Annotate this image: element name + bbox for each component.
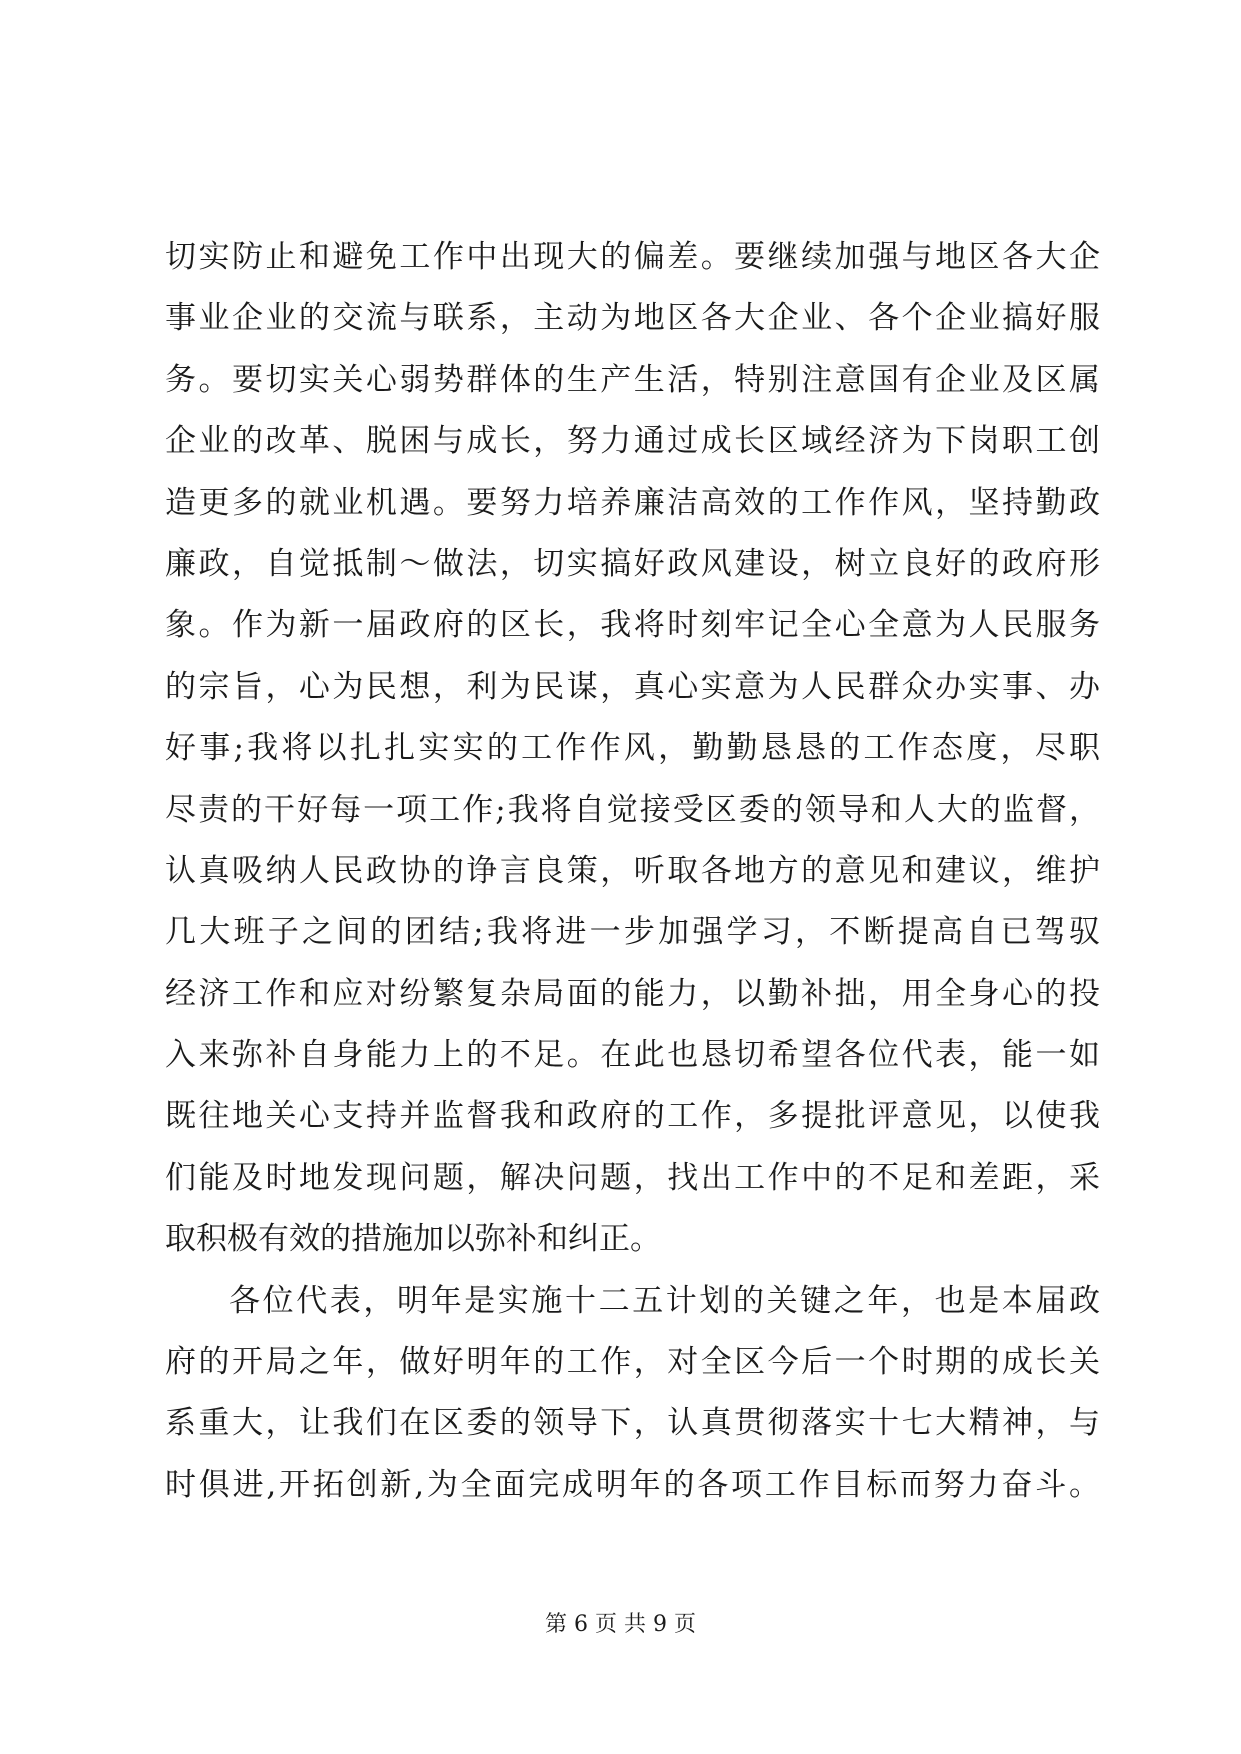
text-line: 几大班子之间的团结;我将进一步加强学习，不断提高自已驾驭 <box>165 914 1100 951</box>
text-line: 事业企业的交流与联系，主动为地区各大企业、各个企业搞好服 <box>165 300 1100 337</box>
text-line: 务。要切实关心弱势群体的生产生活，特别注意国有企业及区属 <box>165 361 1100 398</box>
text-line: 认真吸纳人民政协的诤言良策，听取各地方的意见和建议，维护 <box>165 852 1100 889</box>
text-line: 取积极有效的措施加以弥补和纠正。 <box>165 1221 661 1258</box>
text-line: 象。作为新一届政府的区长，我将时刻牢记全心全意为人民服务 <box>165 607 1100 644</box>
text-line: 切实防止和避免工作中出现大的偏差。要继续加强与地区各大企 <box>165 239 1100 275</box>
text-line: 们能及时地发现问题，解决问题，找出工作中的不足和差距，采 <box>165 1159 1100 1196</box>
text-line: 时俱进,开拓创新,为全面完成明年的各项工作目标而努力奋斗。 <box>165 1466 1100 1503</box>
paragraph-first-line: 各位代表，明年是实施十二五计划的关键之年，也是本届政 <box>229 1282 1100 1319</box>
text-line: 企业的改革、脱困与成长，努力通过成长区域经济为下岗职工创 <box>165 423 1100 460</box>
text-line: 入来弥补自身能力上的不足。在此也恳切希望各位代表，能一如 <box>165 1037 1100 1074</box>
text-line: 府的开局之年，做好明年的工作，对全区今后一个时期的成长关 <box>165 1344 1100 1381</box>
text-line: 好事;我将以扎扎实实的工作作风，勤勤恳恳的工作态度，尽职 <box>165 730 1100 767</box>
text-line: 既往地关心支持并监督我和政府的工作，多提批评意见，以使我 <box>165 1098 1100 1135</box>
text-line: 经济工作和应对纷繁复杂局面的能力，以勤补拙，用全身心的投 <box>165 975 1100 1012</box>
text-line: 廉政，自觉抵制～做法，切实搞好政风建设，树立良好的政府形 <box>165 545 1100 582</box>
page-number-footer: 第 6 页 共 9 页 <box>545 1612 696 1637</box>
text-line: 尽责的干好每一项工作;我将自觉接受区委的领导和人大的监督， <box>165 791 1100 828</box>
text-line: 造更多的就业机遇。要努力培养廉洁高效的工作作风，坚持勤政 <box>165 484 1100 521</box>
body-text <box>165 227 1100 1516</box>
text-line: 的宗旨，心为民想，利为民谋，真心实意为人民群众办实事、办 <box>165 668 1100 705</box>
text-line: 系重大，让我们在区委的领导下，认真贯彻落实十七大精神，与 <box>165 1405 1100 1442</box>
